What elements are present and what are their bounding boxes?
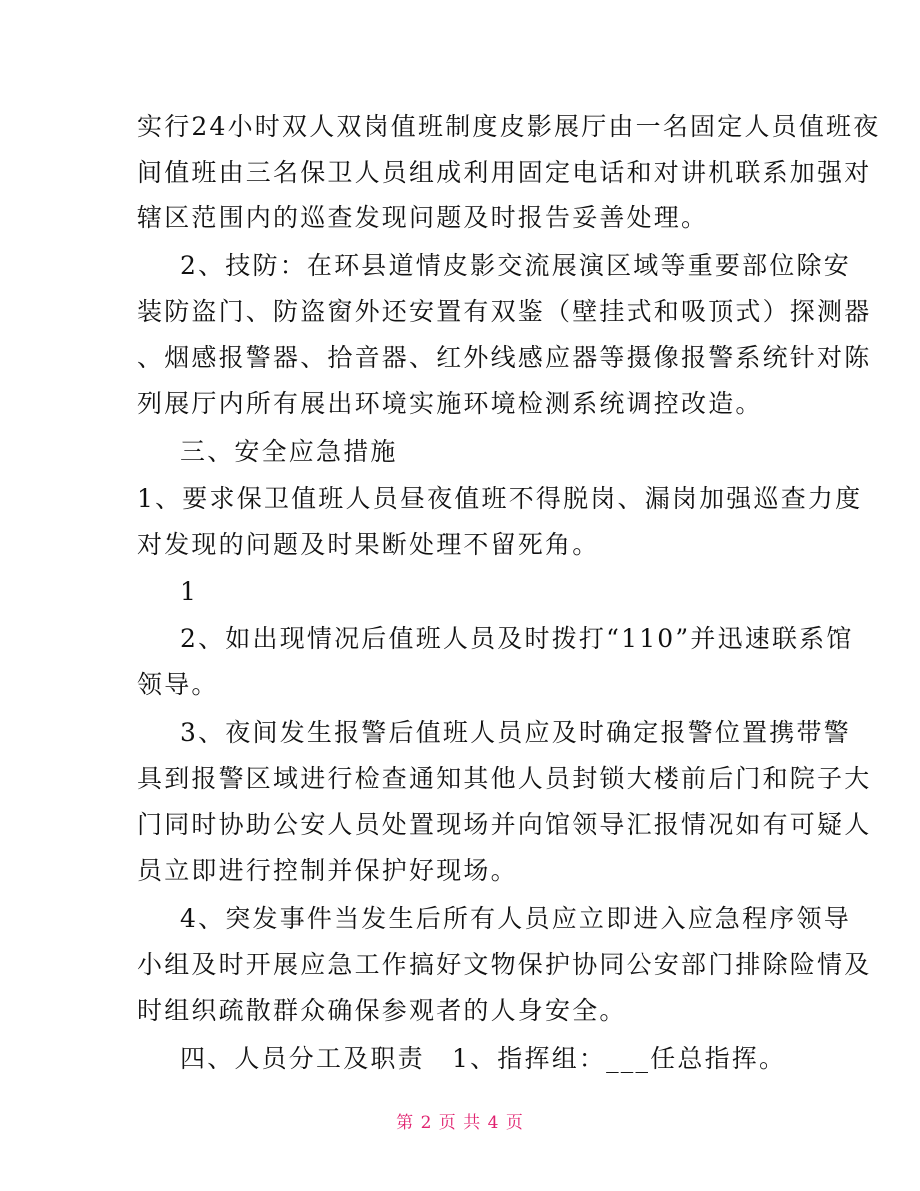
body-line-10: 对发现的问题及时果断处理不留死角。 — [137, 530, 600, 559]
body-line-19: 小组及时开展应急工作搞好文物保护协同公安部门排除险情及 — [137, 950, 872, 979]
body-line-5: 装防盗门、防盗窗外还安置有双鉴（壁挂式和吸顶式）探测器 — [137, 297, 872, 326]
section-heading-emergency-measures: 三、安全应急措施 — [180, 437, 398, 466]
body-line-9: 1、要求保卫值班人员昼夜值班不得脱岗、漏岗加强巡查力度 — [137, 484, 863, 513]
stray-page-number: 1 — [180, 577, 199, 606]
body-line-12: 2、如出现情况后值班人员及时拨打“110”并迅速联系馆 — [180, 624, 854, 653]
body-line-1: 实行24小时双人双岗值班制度皮影展厅由一名固定人员值班夜 — [137, 112, 881, 141]
body-line-3: 辖区范围内的巡查发现问题及时报告妥善处理。 — [137, 203, 709, 232]
body-line-16: 门同时协助公安人员处置现场并向馆领导汇报情况如有可疑人 — [137, 810, 872, 839]
body-line-4: 2、技防：在环县道情皮影交流展演区域等重要部位除安 — [180, 251, 851, 280]
body-line-17: 员立即进行控制并保护好现场。 — [137, 856, 518, 885]
page-footer: 第 2 页 共 4 页 — [396, 1113, 524, 1133]
body-line-14: 3、夜间发生报警后值班人员应及时确定报警位置携带警 — [180, 718, 851, 747]
body-line-15: 具到报警区域进行检查通知其他人员封锁大楼前后门和院子大 — [137, 764, 872, 793]
body-line-20: 时组织疏散群众确保参观者的人身安全。 — [137, 996, 627, 1025]
body-line-18: 4、突发事件当发生后所有人员应立即进入应急程序领导 — [180, 904, 851, 933]
section-heading-staff-roles: 四、人员分工及职责 1、指挥组：___任总指挥。 — [180, 1044, 787, 1073]
body-line-6: 、烟感报警器、拾音器、红外线感应器等摄像报警系统针对陈 — [137, 343, 872, 372]
body-line-7: 列展厅内所有展出环境实施环境检测系统调控改造。 — [137, 389, 763, 418]
body-line-13: 领导。 — [137, 670, 219, 699]
body-line-2: 间值班由三名保卫人员组成利用固定电话和对讲机联系加强对 — [137, 158, 872, 187]
